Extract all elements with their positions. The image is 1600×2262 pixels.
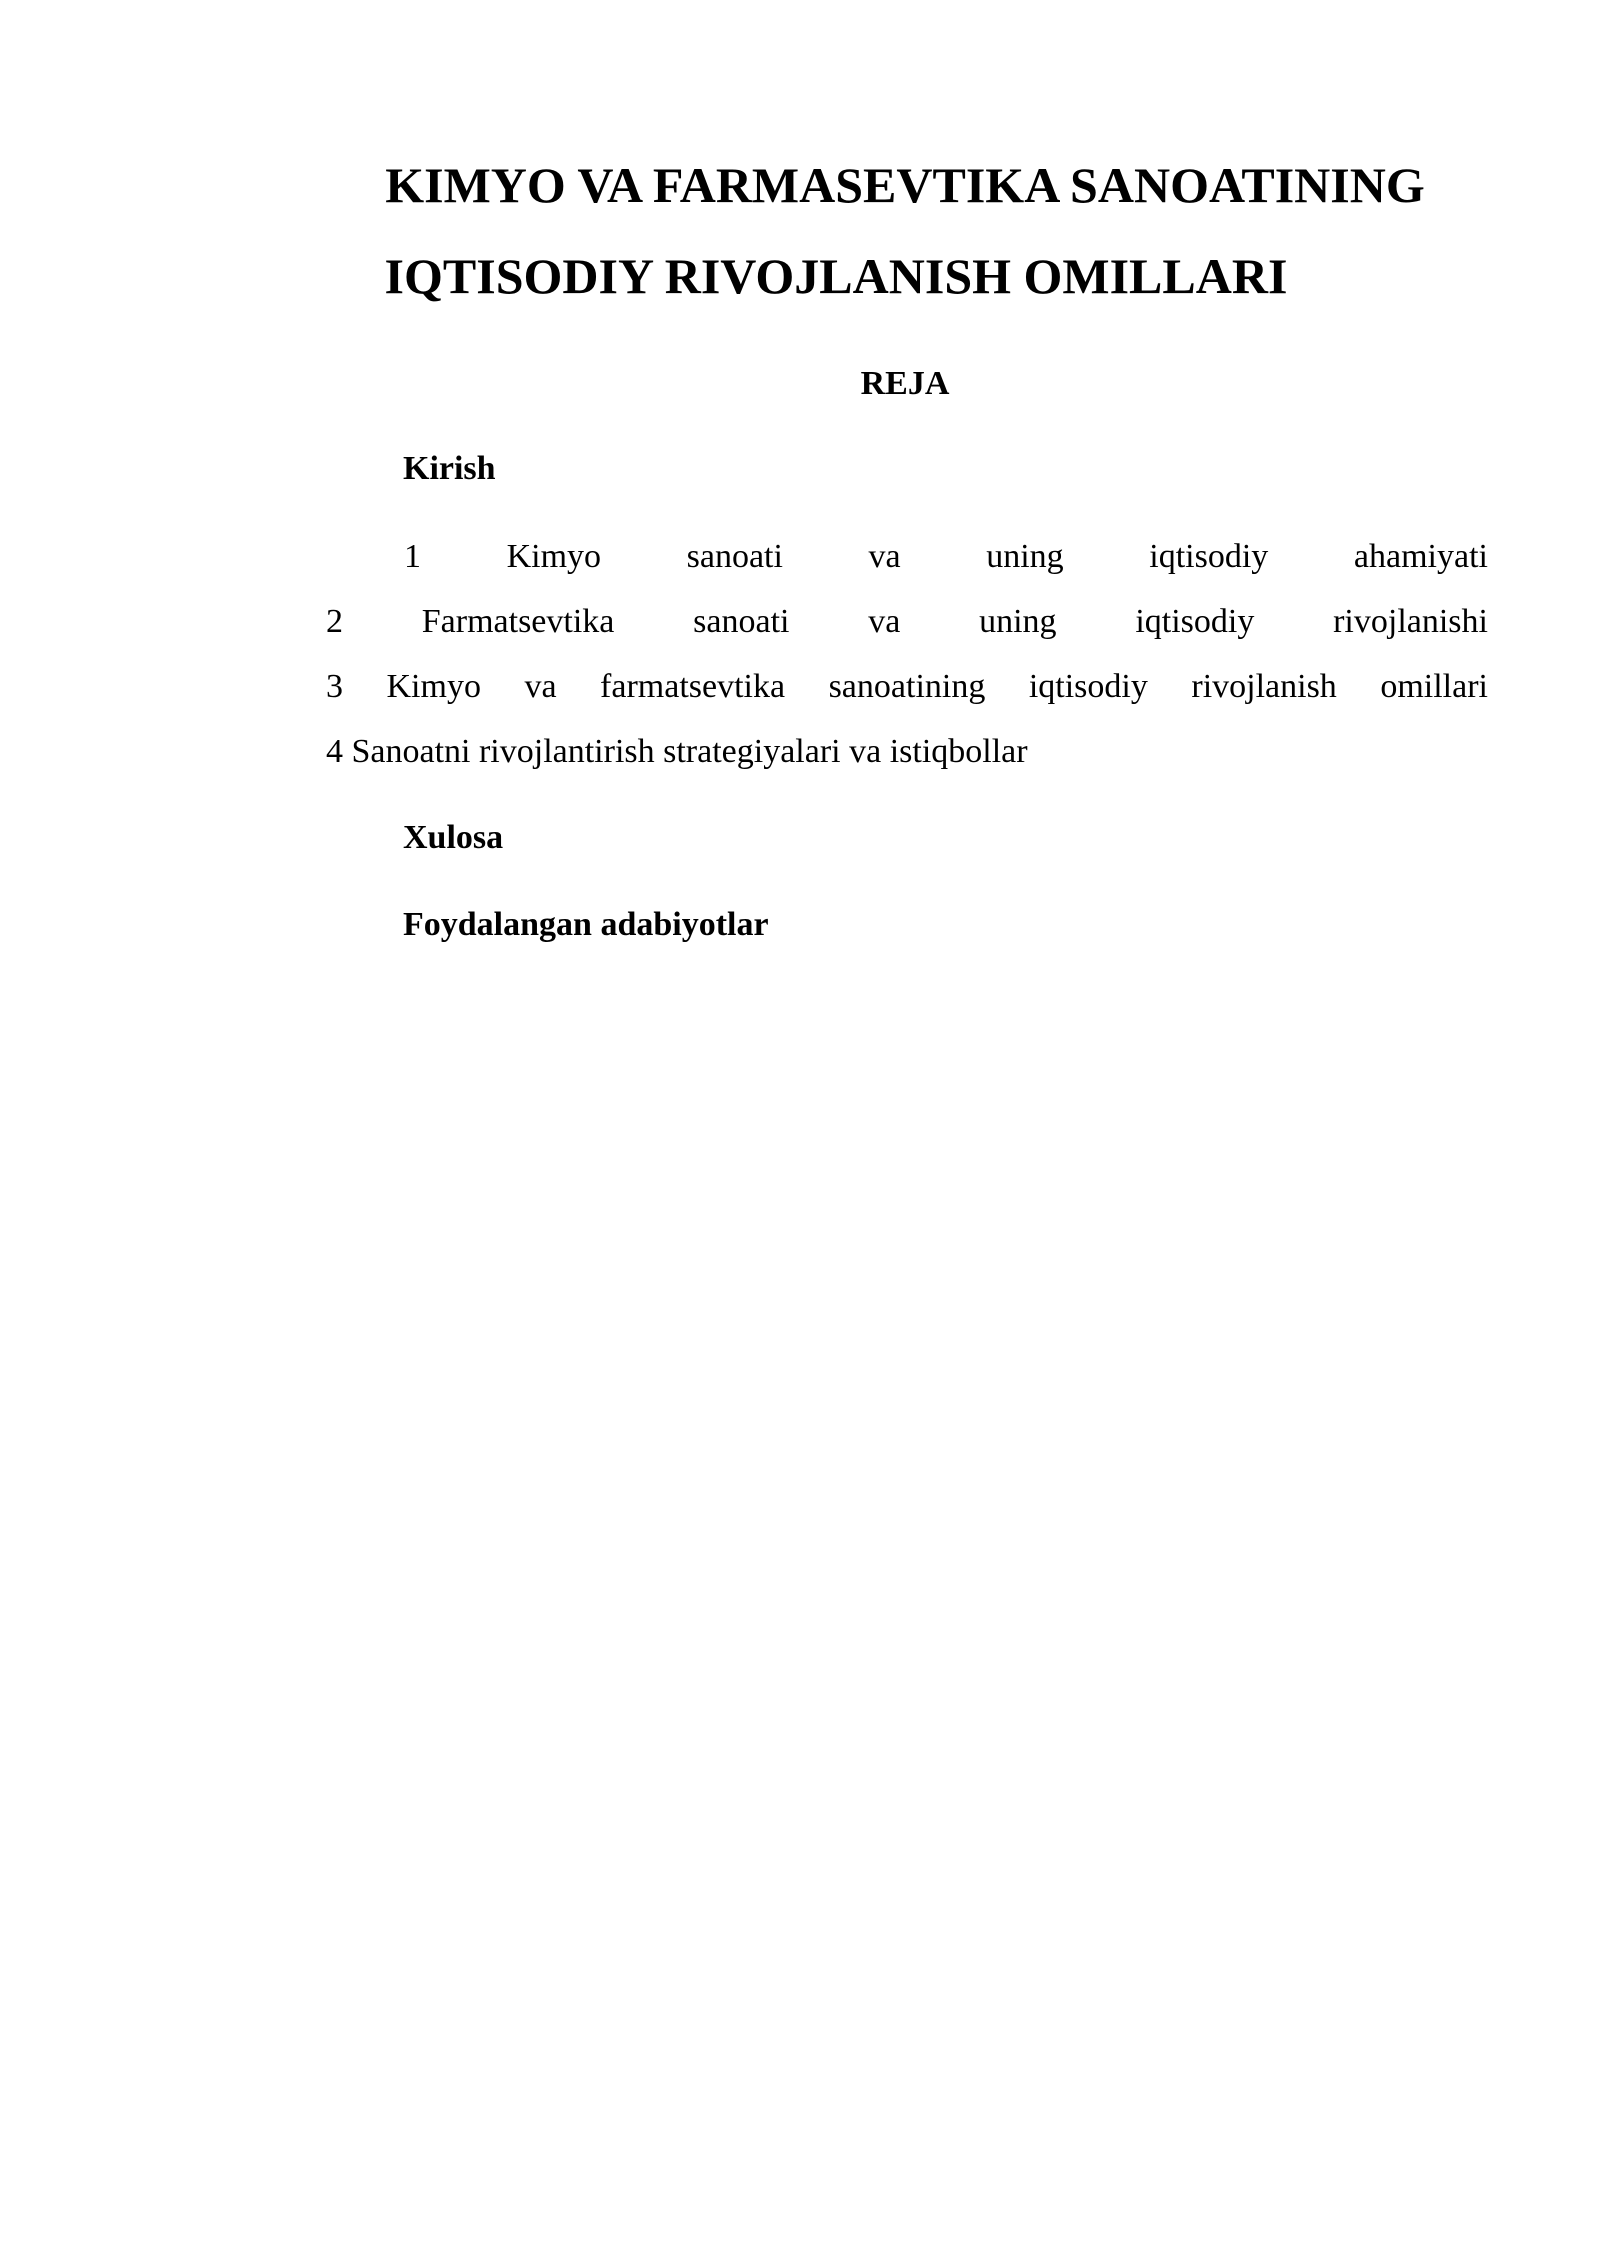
plan-item-word: omillari xyxy=(1380,668,1488,705)
plan-item-word: va xyxy=(868,603,901,640)
document-title-line-2: IQTISODIY RIVOJLANISH OMILLARI xyxy=(384,248,1288,304)
conclusion-heading: Xulosa xyxy=(403,819,504,856)
plan-item-word: uning xyxy=(979,603,1057,640)
plan-item-word: Farmatsevtika xyxy=(421,603,615,640)
plan-item-3 xyxy=(326,665,1488,709)
plan-item-word: uning xyxy=(986,538,1064,575)
plan-item-1 xyxy=(404,535,1488,579)
plan-item-text: 4 Sanoatni rivojlantirish strategiyalari va istiqbollar xyxy=(326,733,1028,770)
plan-item-2 xyxy=(326,600,1488,644)
plan-item-word: Kimyo xyxy=(506,538,602,575)
plan-item-word: sanoati xyxy=(693,603,790,640)
plan-item-word: Kimyo xyxy=(386,668,481,705)
plan-item-word: iqtisodiy xyxy=(1149,538,1269,575)
plan-item-word: ahamiyati xyxy=(1353,538,1488,575)
plan-item-word: va xyxy=(524,668,557,705)
plan-item-4 xyxy=(326,730,1488,774)
document-title-line-1: KIMYO VA FARMASEVTIKA SANOATINING xyxy=(385,157,1425,213)
plan-item-word: va xyxy=(868,538,901,575)
plan-item-word: rivojlanish xyxy=(1191,668,1337,705)
plan-heading: REJA xyxy=(860,365,950,402)
plan-item-word: 2 xyxy=(326,603,343,640)
intro-heading: Kirish xyxy=(403,450,496,487)
plan-item-word: iqtisodiy xyxy=(1135,603,1255,640)
plan-item-word: sanoatining xyxy=(828,668,986,705)
plan-item-word: farmatsevtika xyxy=(600,668,786,705)
plan-item-word: 3 xyxy=(326,668,343,705)
references-heading: Foydalangan adabiyotlar xyxy=(403,906,769,943)
plan-item-word: iqtisodiy xyxy=(1028,668,1148,705)
plan-item-word: sanoati xyxy=(686,538,783,575)
plan-item-word: rivojlanishi xyxy=(1333,603,1488,640)
plan-item-word: 1 xyxy=(404,538,421,575)
